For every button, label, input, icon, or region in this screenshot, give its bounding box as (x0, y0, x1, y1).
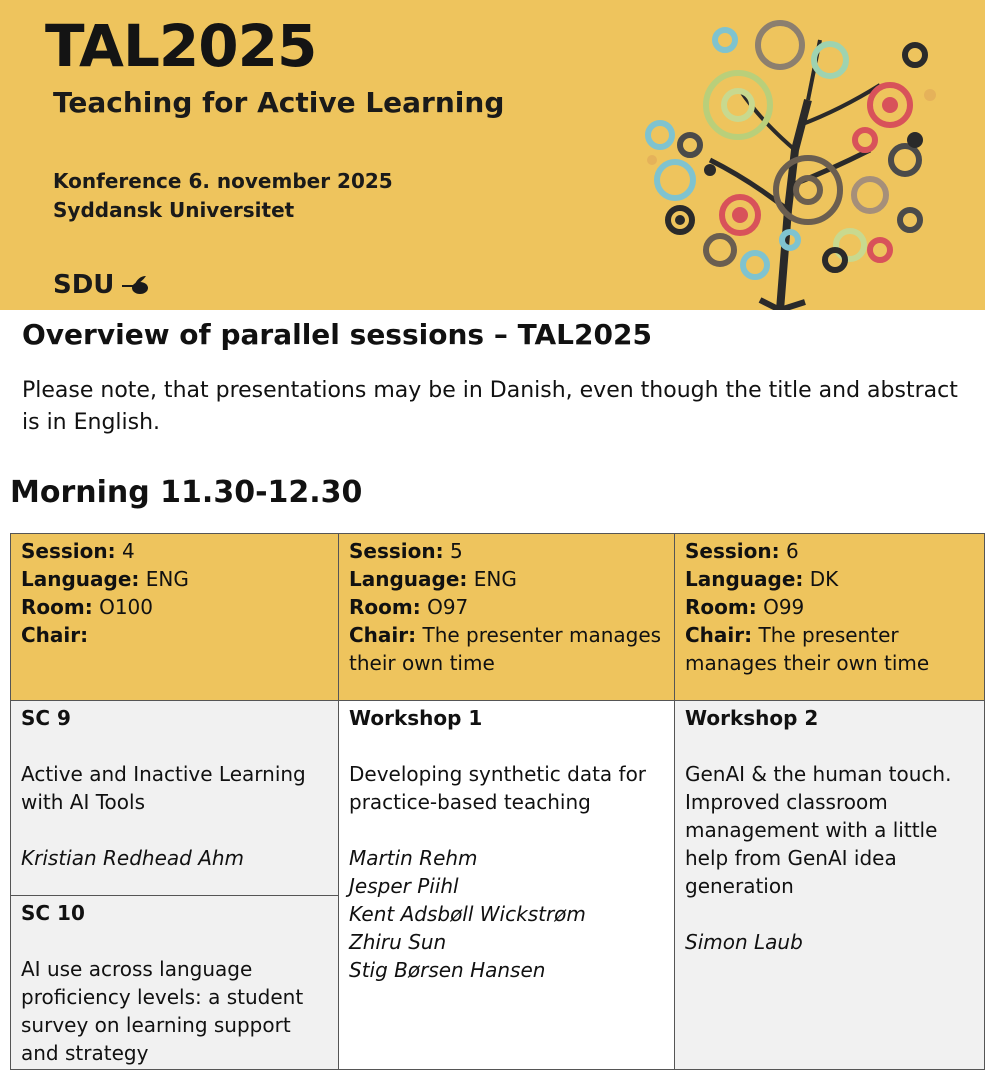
room-label: Room: (349, 595, 421, 619)
session-chair: The presenter manages their own time (685, 623, 930, 675)
presentation-author: Kristian Redhead Ahm (21, 846, 245, 870)
presentation-title: AI use across language proficiency levels: a student survey on learning support and strategy (21, 957, 304, 1065)
session-room: O99 (756, 595, 805, 619)
presentation-workshop1 (338, 700, 675, 1070)
presentation-author: Kent Adsbøll Wickstrøm (349, 902, 586, 926)
session-language: ENG (467, 567, 517, 591)
language-label: Language: (349, 567, 468, 591)
room-label: Room: (685, 595, 757, 619)
presentation-code: Workshop 2 (685, 706, 819, 730)
banner-conference-info (53, 167, 393, 225)
presentation-title: Developing synthetic data for practice-based teaching (349, 762, 647, 814)
room-label: Room: (21, 595, 93, 619)
sdu-logo-text: SDU (53, 270, 115, 300)
time-slot-heading: Morning 11.30-12.30 (10, 475, 363, 510)
language-label: Language: (685, 567, 804, 591)
session-header-5 (338, 533, 675, 701)
presentation-code: SC 10 (21, 901, 85, 925)
chair-label: Chair: (685, 623, 753, 647)
session-header-4 (10, 533, 339, 701)
session-language: DK (803, 567, 839, 591)
presentation-author: Simon Laub (685, 930, 803, 954)
chair-label: Chair: (349, 623, 417, 647)
language-label: Language: (21, 567, 140, 591)
banner-title: TAL2025 (45, 12, 317, 80)
session-number: 4 (115, 539, 135, 563)
presentation-title: GenAI & the human touch. Improved classroom management with a little help from GenAI idea generation (685, 762, 952, 898)
session-label: Session: (685, 539, 780, 563)
session-language: ENG (139, 567, 189, 591)
conference-banner (0, 0, 985, 310)
language-note: Please note, that presentations may be in Danish, even though the title and abstract is in English. (22, 378, 958, 435)
presentation-title: Active and Inactive Learning with AI Tools (21, 762, 306, 814)
session-label: Session: (21, 539, 116, 563)
presentation-code: SC 9 (21, 706, 71, 730)
session-number: 6 (779, 539, 799, 563)
presentation-sc9 (10, 700, 339, 896)
session-label: Session: (349, 539, 444, 563)
session-room: O100 (92, 595, 153, 619)
chair-label: Chair: (21, 623, 89, 647)
presentation-code: Workshop 1 (349, 706, 483, 730)
conference-date: Konference 6. november 2025 (53, 169, 393, 193)
session-room: O97 (420, 595, 469, 619)
gear-tree-illustration (630, 10, 950, 310)
presentation-author: Martin Rehm (349, 846, 478, 870)
presentation-author: Jesper Piihl (349, 874, 459, 898)
session-number: 5 (443, 539, 463, 563)
presentation-workshop2 (674, 700, 985, 1070)
conference-university: Syddansk Universitet (53, 198, 295, 222)
page-title: Overview of parallel sessions – TAL2025 (22, 318, 652, 351)
presentation-author: Zhiru Sun (349, 930, 447, 954)
sdu-logo (53, 270, 150, 300)
banner-subtitle: Teaching for Active Learning (53, 86, 505, 119)
session-chair: The presenter manages their own time (349, 623, 662, 675)
sdu-leaf-icon (120, 274, 150, 296)
presentation-author: Stig Børsen Hansen (349, 958, 546, 982)
session-header-6 (674, 533, 985, 701)
presentation-sc10 (10, 895, 339, 1070)
